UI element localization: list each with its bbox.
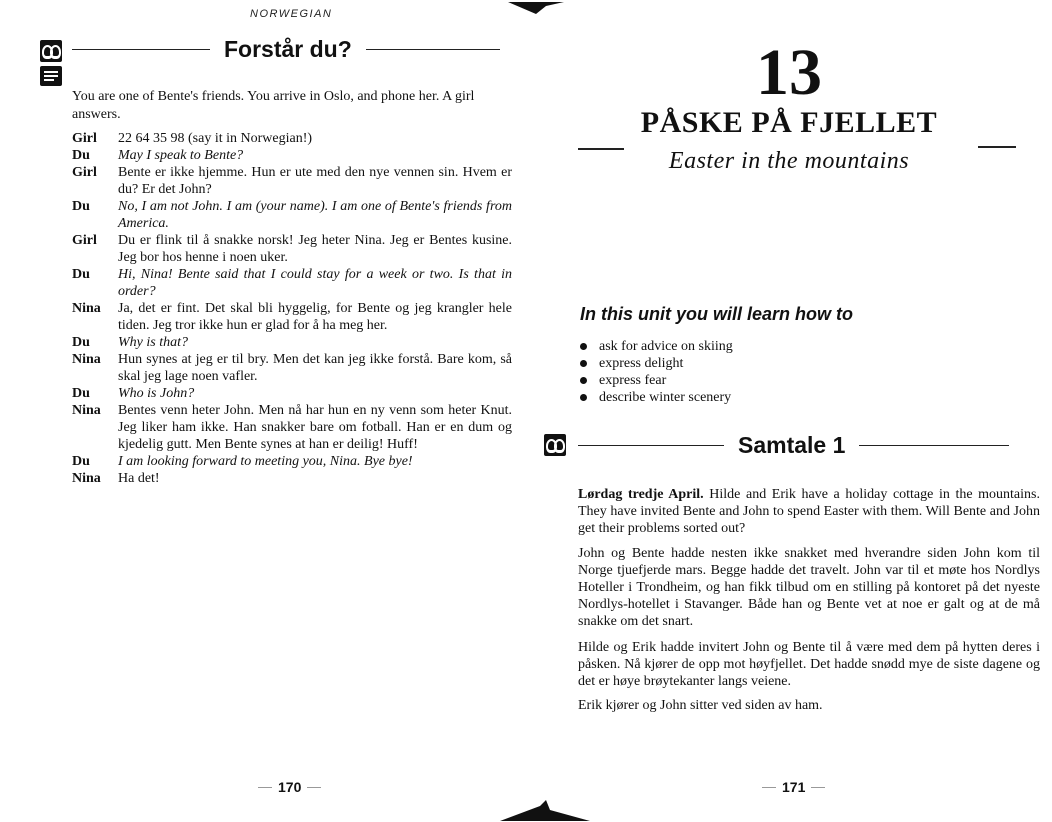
speaker-name: Nina — [72, 403, 101, 418]
page-number: 170 — [278, 779, 302, 795]
list-item: describe winter scenery — [580, 389, 733, 406]
dialogue-text: May I speak to Bente? — [118, 148, 244, 163]
page-number-right — [756, 779, 831, 795]
section-heading-samtale — [578, 432, 1009, 459]
dialogue — [72, 130, 512, 487]
section-heading-forstar — [72, 36, 500, 63]
paragraph-lead: Lørdag tredje April. — [578, 487, 704, 502]
audio-icon — [544, 434, 566, 456]
writing-exercise-icon — [40, 66, 62, 86]
dialogue-line — [72, 402, 512, 453]
paragraph-4: Erik kjører og John sitter ved siden av ham. — [578, 698, 823, 713]
speaker-name: Nina — [72, 301, 101, 316]
section-title: Forstår du? — [224, 36, 352, 62]
speaker-name: Du — [72, 454, 90, 469]
learn-list — [580, 338, 733, 406]
speaker-name: Du — [72, 199, 90, 214]
dialogue-line — [72, 351, 512, 385]
dialogue-text: Who is John? — [118, 386, 195, 401]
dialogue-line — [72, 266, 512, 300]
list-item: express fear — [580, 372, 733, 389]
list-item: ask for advice on skiing — [580, 338, 733, 355]
unit-subtitle: Easter in the mountains — [668, 148, 910, 174]
paragraph-3: Hilde og Erik hadde invitert John og Bente til å være med dem på hytten deres i påsken. Nå kjører de opp mot høyfjellet. Det hadde snødd mye de siste dagene og det er høye brøytekanter langs veiene. — [578, 640, 1040, 689]
dialogue-line — [72, 334, 512, 351]
learn-heading: In this unit you will learn how to — [580, 304, 853, 324]
dialogue-line — [72, 164, 512, 198]
speaker-name: Nina — [72, 471, 101, 486]
bullet-icon — [580, 377, 587, 384]
page-number-left — [252, 779, 327, 795]
dialogue-text: Bentes venn heter John. Men nå har hun en ny venn som heter Knut. Jeg liker ham ikke. Han snakker bare om fotball. Han er en dum og kjedelig gutt. Men Bente synes at han er deilig! Huff! — [118, 403, 512, 452]
dialogue-text: Hi, Nina! Bente said that I could stay for a week or two. Is that in order? — [118, 267, 512, 299]
dialogue-line — [72, 198, 512, 232]
paragraph-1: Lørdag tredje April. Hilde and Erik have a holiday cottage in the mountains. They have invited Bente and John to spend Easter with them. Will Bente and John get their problems sorted out? — [578, 487, 1040, 536]
bullet-icon — [580, 394, 587, 401]
page-number: 171 — [782, 779, 806, 795]
dialogue-line — [72, 232, 512, 266]
section-title: Samtale 1 — [738, 432, 846, 458]
paragraph-2: John og Bente hadde nesten ikke snakket med hverandre siden John kom til Norge tjuefjerde mars. Begge hadde det travelt. John var til et møte hos Nordlys Hoteller i Trondheim, og han fikk tilbud om en stilling på kontoret på det nyeste Nordlys-hotellet i Stavanger. Både han og Bente vet at noe er galt og at de må snakke om det snart. — [578, 546, 1040, 629]
dialogue-text: Why is that? — [118, 335, 188, 350]
speaker-name: Du — [72, 335, 90, 350]
dialogue-line — [72, 300, 512, 334]
speaker-name: Nina — [72, 352, 101, 367]
list-item: express delight — [580, 355, 733, 372]
unit-number: 13 — [756, 36, 822, 109]
exercise-intro: You are one of Bente's friends. You arrive in Oslo, and phone her. A girl answers. — [72, 89, 475, 122]
speaker-name: Du — [72, 148, 90, 163]
dialogue-text: I am looking forward to meeting you, Nina. Bye bye! — [118, 454, 413, 469]
audio-icon — [40, 40, 62, 62]
dialogue-text: Du er flink til å snakke norsk! Jeg heter Nina. Jeg er Bentes kusine. Jeg bor hos henne i noen uker. — [118, 233, 512, 265]
speaker-name: Du — [72, 386, 90, 401]
running-head: NORWEGIAN — [250, 8, 333, 20]
dialogue-line — [72, 470, 512, 487]
dialogue-text: Ha det! — [118, 471, 160, 486]
dialogue-text: 22 64 35 98 (say it in Norwegian!) — [118, 131, 313, 146]
dialogue-line — [72, 147, 512, 164]
dialogue-line — [72, 130, 512, 147]
dialogue-line — [72, 385, 512, 402]
dialogue-line — [72, 453, 512, 470]
dialogue-text: No, I am not John. I am (your name). I am one of Bente's friends from America. — [118, 199, 512, 231]
speaker-name: Du — [72, 267, 90, 282]
dialogue-text: Bente er ikke hjemme. Hun er ute med den nye vennen sin. Hvem er du? Er det John? — [118, 165, 512, 197]
speaker-name: Girl — [72, 165, 97, 180]
dialogue-text: Ja, det er fint. Det skal bli hyggelig, for Bente og jeg krangler hele tiden. Jeg tror ikke hun er glad for å ha meg her. — [118, 301, 512, 333]
dialogue-text: Hun synes at jeg er til bry. Men det kan jeg ikke forstå. Bare kom, så skal jeg lage noen vafler. — [118, 352, 512, 384]
bullet-icon — [580, 360, 587, 367]
speaker-name: Girl — [72, 131, 97, 146]
unit-title: PÅSKE PÅ FJELLET — [640, 106, 938, 139]
right-page — [526, 0, 1052, 822]
bullet-icon — [580, 343, 587, 350]
speaker-name: Girl — [72, 233, 97, 248]
